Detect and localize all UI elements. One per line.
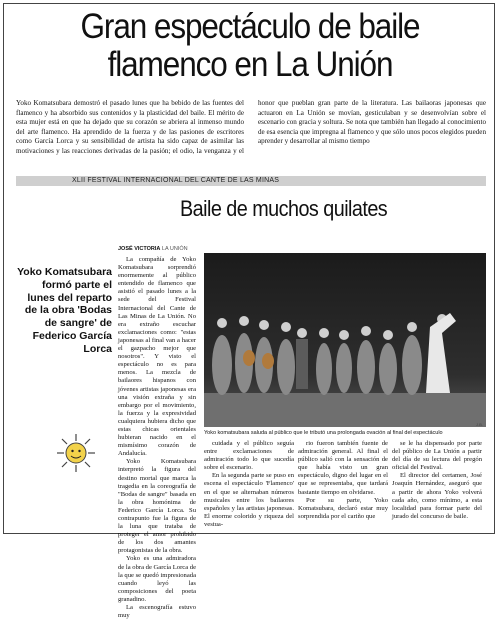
column-paragraph: Yoko es una admiradora de la obra de García Lorca de la que se quedó impresionada cuando leyó las composiciones del poeta granadino. [118, 555, 197, 603]
stage-photo-illustration [204, 253, 486, 427]
headline-line-1: Gran espectáculo de baile [80, 7, 420, 46]
column-paragraph: cuidada y el público seguía entre exclamaciones de admiración todo lo que sucedía sobre el escenario. [204, 440, 294, 472]
section-bar [16, 176, 486, 186]
headline [25, 8, 475, 84]
column-paragraph: se le ha dispensado por parte del público de La Unión a partir del día de su lectura del pregón oficial del Festival. [392, 440, 482, 472]
headline-line-2: flamenco en La Unión [107, 45, 393, 84]
byline-location: LA UNIÓN [161, 246, 188, 252]
article-column-2 [204, 440, 294, 529]
article-column-3 [298, 440, 388, 521]
intro-paragraph: Yoko Komatsubara demostró el pasado lunes que ha bebido de las fuentes del flamenco y ha absorbido sus contenidos y la plasticidad del baile. El mérito de esta mujer está en que ha dejado que su corazón se abriera al inmenso mundo del arte flamenco. Ha aprendido de la fuerza y de las pasiones de escritores como García Lorca y su sensibilidad de artista ha sido capaz de asimilar las motivaciones y las reacciones derivadas de la pasión; el odio, la venganza y el honor que pueblan gran parte de la literatura. Las bailaoras japonesas que actuaron en La Unión se movían, gesticulaban y se desenvolvían sobre el escenario con gracia y soltura. Se nota que también han llegado al conocimiento de esa esencia que impregna al flamenco y que sólo unos pocos elegidos pueden aprender y desarrollar al mismo tiempo [16, 99, 486, 155]
byline-author: JOSÉ VICTORIA [118, 246, 161, 252]
subheadline: Baile de muchos quilates [180, 196, 388, 221]
column-paragraph: El director del certamen, José Joaquín Hernández, aseguró que a partir de ahora Yoko volverá cada año, como mínimo, a esta localidad para formar parte del jurado del concurso de baile. [392, 472, 482, 520]
column-paragraph: La compañía de Yoko Komatsubara sorprendió enormemente al público entendido de flamenco que asistió el pasado lunes a la sede del Festival Internacional del Cante de Las Minas de La Unión. No era extraño escuchar exclamaciones como: "estas japonesas al final van a hacer el gazpacho mejor que nosotros". Y visto el espectáculo no es para menos. La mezcla de bailaores hispanos con jóvenes artistas japonesas era una visión extraña y sin embargo por el movimiento, la fuerza y la expresividad cualquiera hubiera dicho que estas chicas orientales hubieran nacido en el mismísimo corazón de Andalucía. [118, 256, 196, 458]
column-paragraph: Por su parte, Yoko Komatsubara, declaró estar muy sorprendida por el cariño que [298, 496, 388, 520]
column-paragraph: En la segunda parte se puso en escena el espectáculo 'Flamenco' en el que se alternaban números musicales entre los bailaores españoles y las artistas japonesas. El enorme colorido y riqueza del vestua- [204, 472, 294, 528]
column-paragraph: rio fueron también fuente de admiración general. Al final el público salió con la sensación de que había visto un gran espectáculo, digno del lugar en el que se representaba, que tardará bastante tiempo en olvidarse. [298, 440, 388, 496]
article-column-1 [118, 256, 196, 620]
pull-quote: Yoko Komatsubara formó parte el lunes del reparto de la obra 'Bodas de sangre' de Federico García Lorca [17, 266, 112, 355]
article-column-4 [392, 440, 482, 521]
photo-caption: Yoko komatsubara saluda al público que le tributó una prolongada ovación al final del espectáculo [204, 430, 443, 436]
column-paragraph: La escenografía estuvo muy [118, 604, 196, 620]
photo-credit: J.B. [476, 422, 483, 427]
column-paragraph: Yoko Komatsubara interpretó la figura del destino mortal que marca la tragedia en la coreografía de "Bodas de sangre" basada en la obra homónima de Federico García Lorca. Su contrapunto fue la figura de la luna que trataba de proteger el amor prohibido de los dos amantes protagonistas de la obra. [118, 458, 196, 555]
stage-photo [204, 253, 486, 427]
section-bar-label: XLII FESTIVAL INTERNACIONAL DEL CANTE DE LAS MINAS [72, 177, 280, 184]
sun-logo-icon [56, 433, 96, 473]
byline [118, 246, 188, 253]
